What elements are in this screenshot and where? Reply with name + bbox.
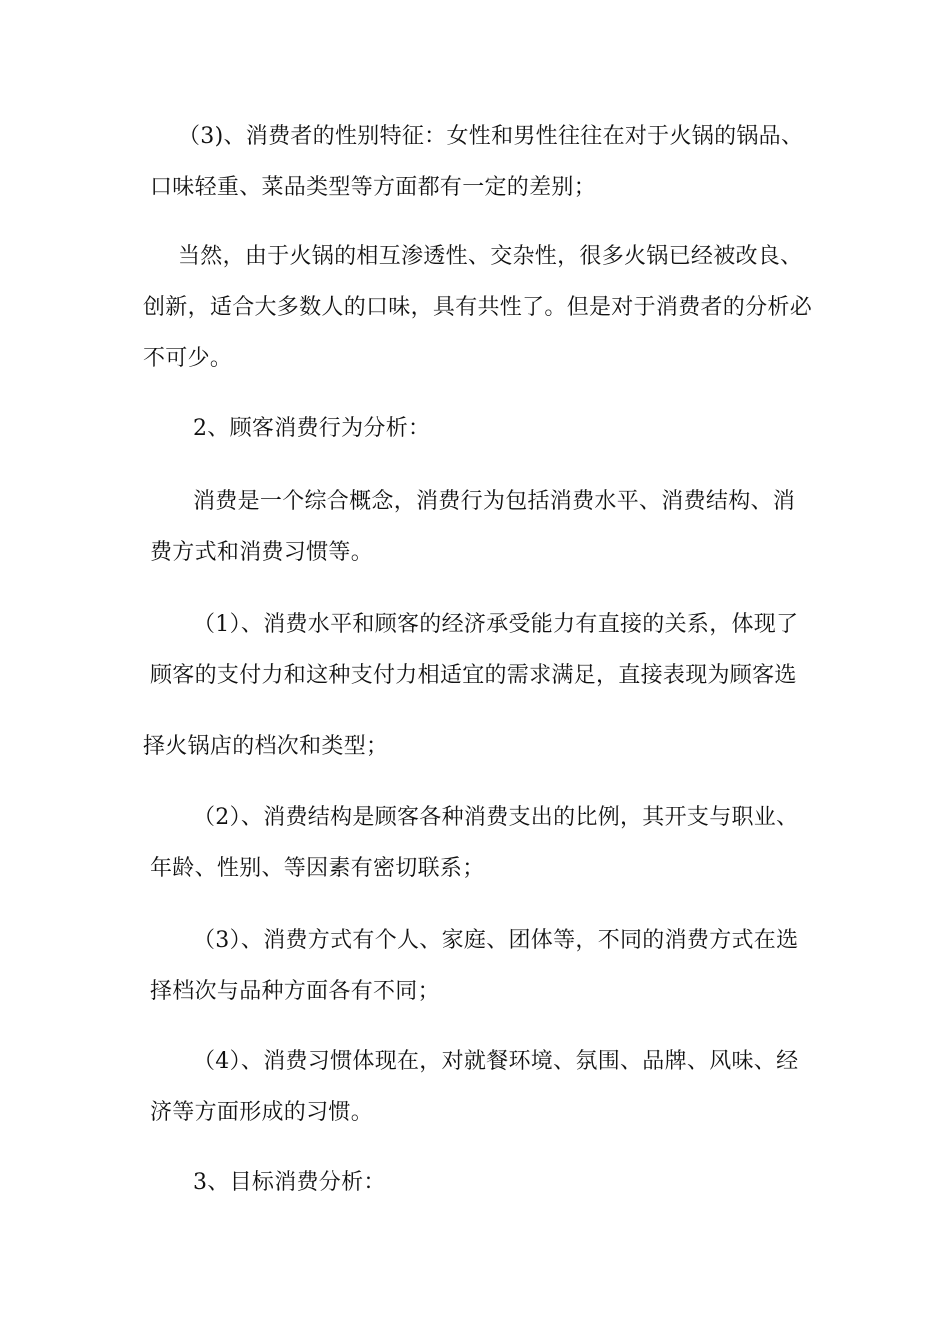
paragraph-5-line-1: （1）、消费水平和顾客的经济承受能力有直接的关系，体现了 [193,612,799,637]
paragraph-8-line-2: 济等方面形成的习惯。 [150,1100,374,1125]
paragraph-5-line-2: 顾客的支付力和这种支付力相适宜的需求满足，直接表现为顾客选 [150,663,797,688]
section-heading-3: 3、目标消费分析： [193,1170,386,1195]
paragraph-8-line-1: （4）、消费习惯体现在，对就餐环境、氛围、品牌、风味、经 [193,1049,799,1074]
paragraph-2-line-2: 创新，适合大多数人的口味，具有共性了。但是对于消费者的分析必 [143,295,813,320]
paragraph-6-line-1: （2）、消费结构是顾客各种消费支出的比例，其开支与职业、 [193,805,799,830]
section-heading-2: 2、顾客消费行为分析： [193,416,431,441]
paragraph-2-line-3: 不可少。 [143,346,233,371]
paragraph-1-line-2: 口味轻重、菜品类型等方面都有一定的差别； [150,175,597,200]
paragraph-2-line-1: 当然，由于火锅的相互渗透性、交杂性，很多火锅已经被改良、 [178,244,803,269]
paragraph-7-line-2: 择档次与品种方面各有不同； [150,979,440,1004]
paragraph-4-line-2: 费方式和消费习惯等。 [150,540,374,565]
paragraph-4-line-1: 消费是一个综合概念，消费行为包括消费水平、消费结构、消 [193,489,796,514]
paragraph-5-line-3: 择火锅店的档次和类型； [143,734,389,759]
paragraph-6-line-2: 年龄、性别、等因素有密切联系； [150,856,485,881]
paragraph-1-line-1: （3)、消费者的性别特征：女性和男性往往在对于火锅的锅品、 [178,124,804,149]
paragraph-7-line-1: （3）、消费方式有个人、家庭、团体等，不同的消费方式在选 [193,928,799,953]
